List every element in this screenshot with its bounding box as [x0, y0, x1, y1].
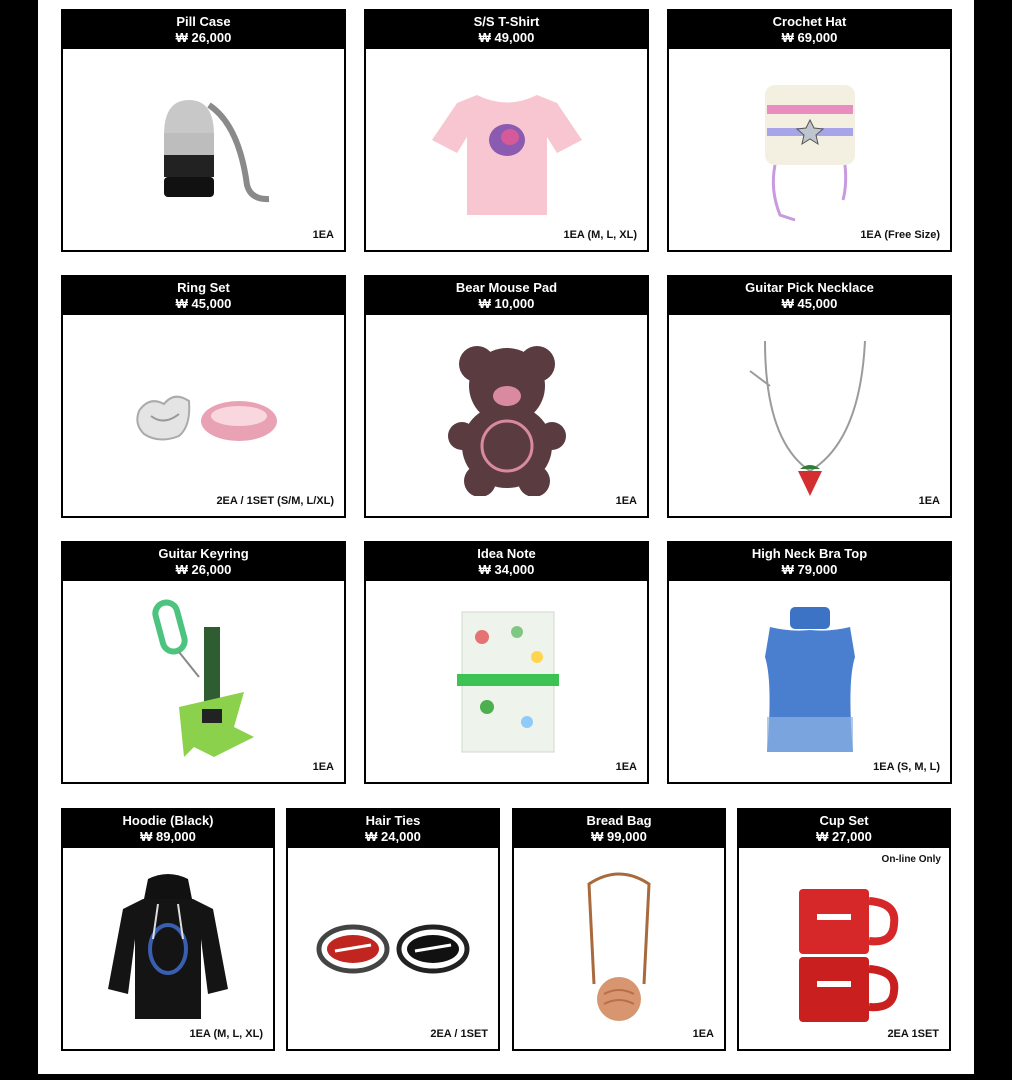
- notebook-icon: [366, 581, 647, 782]
- product-header: [63, 11, 344, 49]
- product-price: ₩ 45,000: [781, 296, 838, 311]
- ring-set-icon: [63, 315, 344, 516]
- product-price: ₩ 26,000: [175, 30, 232, 45]
- product-price: ₩ 34,000: [478, 562, 535, 577]
- product-price: ₩ 26,000: [175, 562, 232, 577]
- pill-case-icon: [63, 49, 344, 250]
- product-name: Guitar Pick Necklace: [745, 280, 874, 295]
- product-quantity: 1EA (Free Size): [860, 229, 940, 241]
- product-price: ₩ 24,000: [365, 829, 421, 844]
- product-price: ₩ 45,000: [175, 296, 232, 311]
- product-header: [669, 543, 950, 581]
- product-card-tshirt[interactable]: [364, 9, 649, 252]
- product-quantity: 1EA (M, L, XL): [189, 1028, 263, 1040]
- product-card-pill-case[interactable]: [61, 9, 346, 252]
- product-header: [288, 810, 498, 848]
- product-quantity: 1EA: [692, 1028, 714, 1040]
- product-card-necklace[interactable]: [667, 275, 952, 518]
- product-header: [63, 810, 273, 848]
- product-card-crochet-hat[interactable]: [667, 9, 952, 252]
- product-name: Idea Note: [477, 546, 536, 561]
- product-quantity: 1EA: [312, 229, 334, 241]
- product-price: ₩ 49,000: [478, 30, 535, 45]
- necklace-icon: [669, 315, 950, 516]
- product-quantity: 2EA / 1SET (S/M, L/XL): [216, 495, 334, 507]
- bread-bag-icon: [514, 848, 724, 1049]
- product-card-idea-note[interactable]: [364, 541, 649, 784]
- top-icon: [669, 581, 950, 782]
- product-header: [366, 11, 647, 49]
- product-name: Bread Bag: [586, 813, 652, 828]
- tshirt-icon: [366, 49, 647, 250]
- product-quantity: 2EA 1SET: [887, 1028, 939, 1040]
- product-name: S/S T-Shirt: [473, 14, 540, 29]
- bear-mouse-pad-icon: [366, 315, 647, 516]
- product-header: [63, 543, 344, 581]
- product-name: Bear Mouse Pad: [455, 280, 558, 295]
- product-name: Crochet Hat: [772, 14, 847, 29]
- product-header: [63, 277, 344, 315]
- guitar-keyring-icon: [63, 581, 344, 782]
- product-name: Pill Case: [176, 14, 231, 29]
- product-header: [514, 810, 724, 848]
- product-quantity: 1EA: [918, 495, 940, 507]
- product-quantity: 1EA: [615, 495, 637, 507]
- product-header: [366, 543, 647, 581]
- product-price: ₩ 89,000: [140, 829, 196, 844]
- product-card-guitar-keyring[interactable]: [61, 541, 346, 784]
- product-price: ₩ 10,000: [478, 296, 535, 311]
- product-card-bread-bag[interactable]: [512, 808, 726, 1051]
- hair-ties-icon: [288, 848, 498, 1049]
- product-header: [366, 277, 647, 315]
- online-only-note: On-line Only: [881, 854, 941, 865]
- product-card-bra-top[interactable]: [667, 541, 952, 784]
- product-quantity: 1EA: [312, 761, 334, 773]
- product-name: Ring Set: [177, 280, 230, 295]
- product-card-cup-set[interactable]: [737, 808, 951, 1051]
- product-name: Hoodie (Black): [122, 813, 214, 828]
- product-name: High Neck Bra Top: [751, 546, 868, 561]
- product-card-bear-mouse-pad[interactable]: [364, 275, 649, 518]
- product-price: ₩ 69,000: [781, 30, 838, 45]
- product-sheet: [38, 0, 974, 1074]
- product-header: [739, 810, 949, 848]
- product-price: ₩ 99,000: [591, 829, 647, 844]
- product-card-hoodie[interactable]: [61, 808, 275, 1051]
- product-price: ₩ 79,000: [781, 562, 838, 577]
- product-header: [669, 11, 950, 49]
- product-quantity: 1EA (S, M, L): [873, 761, 940, 773]
- product-quantity: 1EA (M, L, XL): [563, 229, 637, 241]
- product-name: Cup Set: [819, 813, 869, 828]
- product-quantity: 1EA: [615, 761, 637, 773]
- cup-set-icon: [739, 848, 949, 1049]
- product-card-ring-set[interactable]: [61, 275, 346, 518]
- product-price: ₩ 27,000: [816, 829, 872, 844]
- crochet-hat-icon: [669, 49, 950, 250]
- product-name: Guitar Keyring: [158, 546, 249, 561]
- product-quantity: 2EA / 1SET: [430, 1028, 488, 1040]
- product-card-hair-ties[interactable]: [286, 808, 500, 1051]
- hoodie-icon: [63, 848, 273, 1049]
- product-name: Hair Ties: [365, 813, 421, 828]
- product-header: [669, 277, 950, 315]
